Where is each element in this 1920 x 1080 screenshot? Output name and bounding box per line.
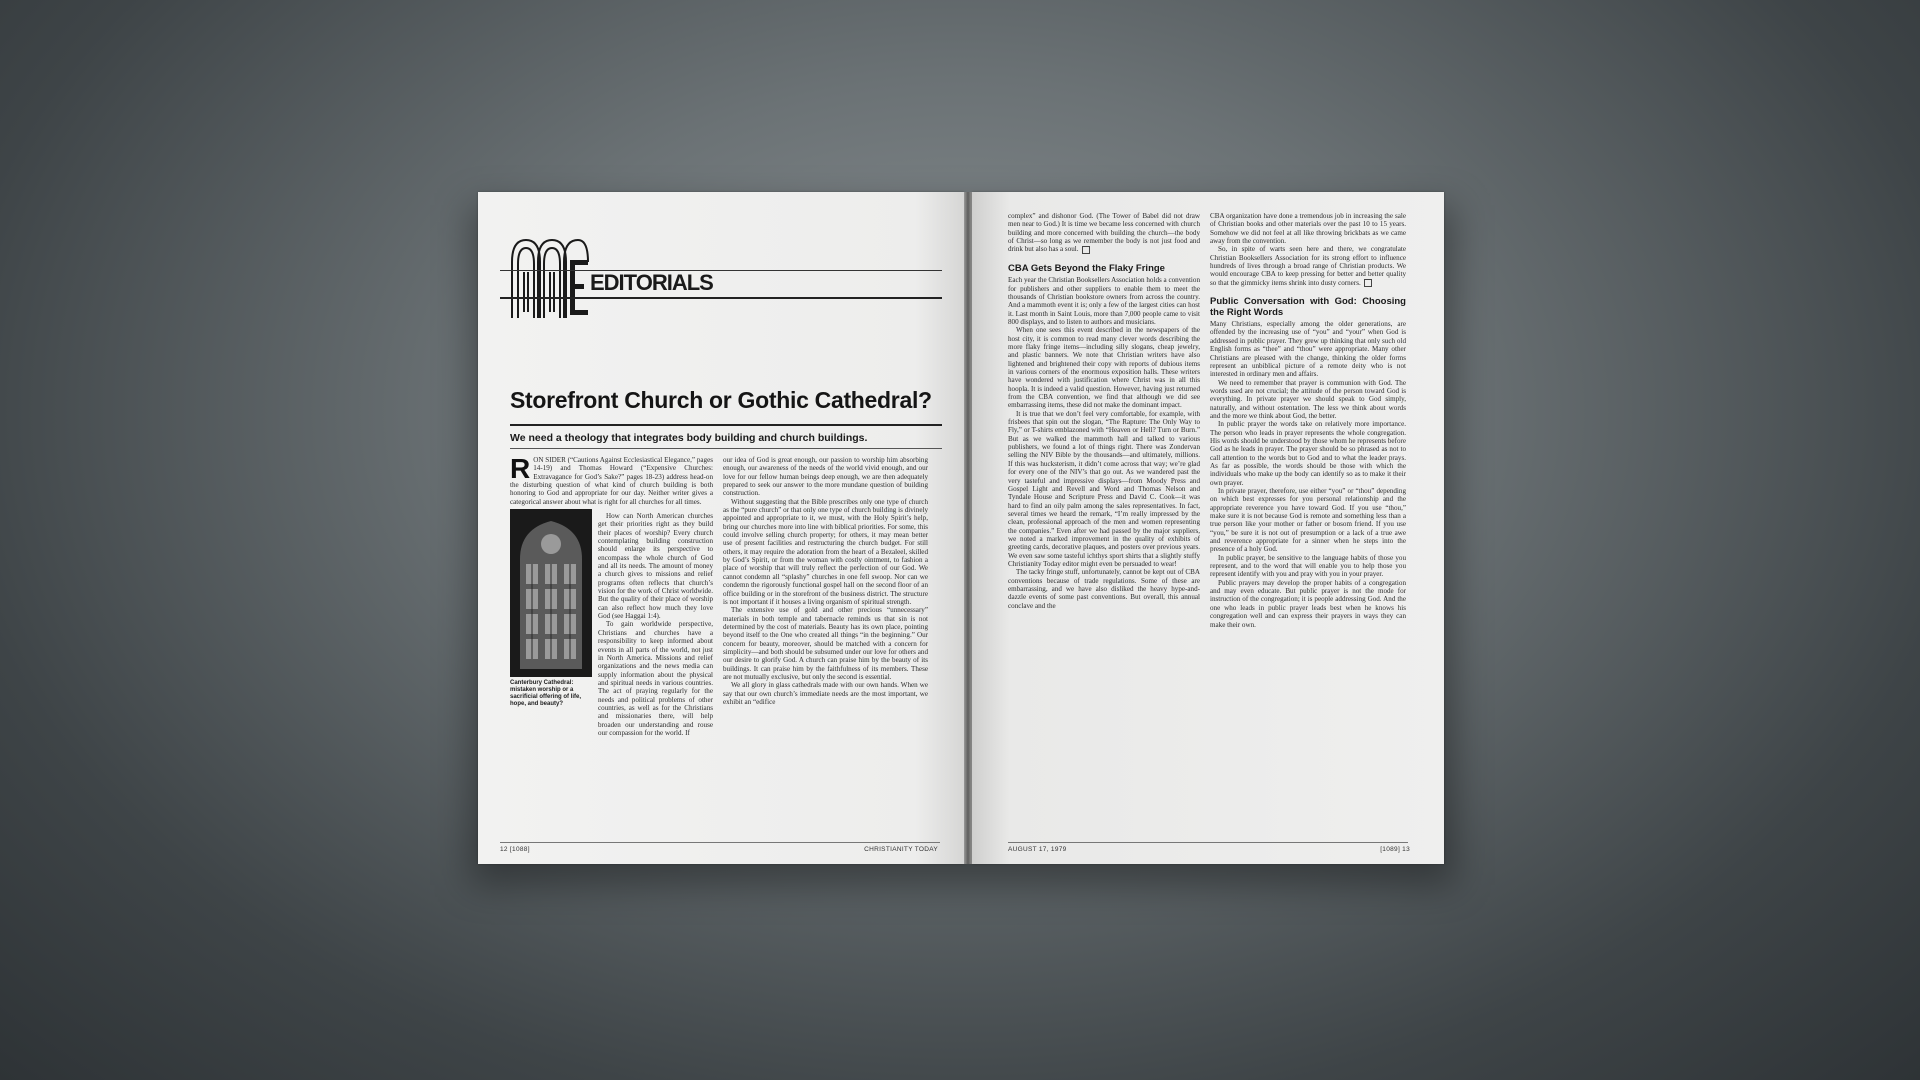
heading-cba: CBA Gets Beyond the Flaky Fringe xyxy=(1008,262,1165,274)
paragraph: We all glory in glass cathedrals made with our own hands. When we say that our own church’s immediate needs are the most important, we exhibit an “edifice xyxy=(723,681,928,706)
paragraph: Without suggesting that the Bible prescribes only one type of church as the “pure church” or that only one type of church building is divinely appointed and appropriate to it, we must, with the Holy Spirit’s help, bring our churches more into line with biblical priorities. For some, this could involve selling church property; for others, it may mean better use of present facilities and restructuring the church budget. For still others, it may require the adoration from the heart of a Bezaleel, skilled by God’s Spirit, or from the woman with costly ointment, to fashion a place of worship that will truly reflect the perfection of our God. We cannot condemn all “splashy” churches in one fell swoop. Nor can we condemn the rigorously functional gospel hall on the second floor of an office building or in the storefront of the business district. The structure is not important if it houses a living organism of spiritual strength. xyxy=(723,497,928,606)
paragraph: How can North American churches get their priorities right as they build their places of worship? Every church contemplating building construction should enlarge its perspective to encompass the whole church of God and all its needs. The amount of money a church gives to missions and relief programs often reflects that church’s vision for the work of Christ worldwide. But the quality of their place of worship can also reflect how much they love God (see Haggai 1:4). xyxy=(598,512,713,621)
page-folio: 12 [1088] xyxy=(500,846,530,853)
paragraph: The extensive use of gold and other precious “unnecessary” materials in both temple and tabernacle reminds us that sin is not determined by the cost of materials. Beauty has its own place, pointing beyond itself to the One who created all things “in the beginning.” Our concern for beauty, moreover, should be matched with a concern for simplicity—and both should be subsumed under our love for others and our desire to glorify God. A church can praise him by the beauty of its buildings. It can praise him by the faithfulness of its members. These are not mutually exclusive, but only the second is essential. xyxy=(723,606,928,681)
left-col1-top xyxy=(510,453,713,506)
paragraph: The tacky fringe stuff, unfortunately, cannot be kept out of CBA conventions because of trade regulations. Some of these are embarrassing, and we have also disliked the heavy hype-and-dazzle events of some past conventions. But overall, this annual conclave and the xyxy=(1008,568,1200,610)
heading-prayer: Public Conversation with God: Choosing the Right Words xyxy=(1210,296,1406,318)
article-subtitle: We need a theology that integrates body building and church buildings. xyxy=(510,432,868,444)
editorials-logo-icon xyxy=(508,232,590,320)
footer-rule xyxy=(1008,842,1408,843)
section-label: EDITORIALS xyxy=(590,270,713,295)
title-rule xyxy=(510,424,942,426)
magazine-name: CHRISTIANITY TODAY xyxy=(864,846,938,853)
end-mark-icon xyxy=(1082,246,1090,254)
paragraph: So, in spite of warts seen here and there, we congratulate Christian Booksellers Association for its strong effort to influence hundreds of lives through a broad range of Christian products. We would encourage CBA to keep pressing for better and better quality so that the gimmicky items shrink into dusty corners. xyxy=(1210,245,1406,287)
photo-caption: Canterbury Cathedral: mistaken worship or a sacrificial offering of life, hope, and beauty? xyxy=(510,680,582,707)
end-mark-icon xyxy=(1364,279,1372,287)
paragraph: complex” and dishonor God. (The Tower of Babel did not draw men near to God.) It is time we became less concerned with church building and more concerned with building the church—the body of Christ—so long as we remember the body is not just food and drink but also has a soul. xyxy=(1008,212,1200,254)
paragraph: We need to remember that prayer is communion with God. The words used are not crucial; the attitude of the person toward God is everything. In private prayer we should speak to God simply, naturally, and without ostentation. The less we think about words and the more we think about God, the better. xyxy=(1210,378,1406,420)
paragraph: In public prayer, be sensitive to the language habits of those you represent, and to the word that will enable you to help those you represent identify with you and pray with you in your prayer. xyxy=(1210,553,1406,579)
subtitle-rule xyxy=(510,448,942,449)
paragraph: Many Christians, especially among the older generations, are offended by the increasing use of “you” and “your” when God is addressed in public prayer. They grew up thinking that only such old English forms as “thee” and “thou” were appropriate. Many other Christians are pleased with the change, thinking the older forms represent an unbiblical picture of a remote deity who is not interested in ordinary men and affairs. xyxy=(1210,320,1406,379)
paragraph: Each year the Christian Booksellers Association holds a convention for publishers and other suppliers to enable them to meet the thousands of Christian bookstore owners from across the country. And a mammoth event it is; only a few of the largest cities can host it. Last month in Saint Louis, more than 7,000 people came to visit 800 displays, and to listen to authors and musicians. xyxy=(1008,276,1200,326)
paragraph: It is true that we don’t feel very comfortable, for example, with frisbees that spin out the slogan, “The Rapture: The Only Way to Fly,” or T-shirts emblazoned with “Heaven or Hell? Turn or Burn.” But as we walked the mammoth hall and talked to various publishers, we found a lot of things right. There was Zondervan selling the NIV Bible by the thousands—and ultimately, millions. If this was hucksterism, it didn’t come across that way; we’re glad for every one of the NIV’s that go out. As we wandered past the very tasteful and impressive displays—from Moody Press and Gospel Light and Revell and Word and Thomas Nelson and Tyndale House and Scripture Press and David C. Cook—it was hard to find an oily palm among the sales representatives. In fact, several times we heard the remark, “I’m really impressed by the clean, professional approach of the men and women representing the companies.” Even after we had passed by the major suppliers, we noted a marked improvement in the quality of exhibits of greeting cards, decorative plaques, and posters over previous years. We even saw some tasteful ichthys sport shirts that a slightly stuffy Christianity Today editor might even be persuaded to wear! xyxy=(1008,409,1200,568)
paragraph: CBA organization have done a tremendous job in increasing the sale of Christian books and other materials over the past 10 to 15 years. Somehow we did not feel at all like throwing brickbats as we came away from the convention. xyxy=(1210,212,1406,246)
drop-cap: R xyxy=(510,453,531,484)
header-rule xyxy=(500,270,942,271)
header-rule xyxy=(500,297,942,299)
right-col2 xyxy=(1210,212,1406,840)
paragraph: In public prayer the words take on relatively more importance. The person who leads in prayer represents the whole congregation. His words should be understood by those whom he represents before God as he leads in prayer. The prayer should be so phrased as not to call attention to the words but to God and to what the leader prays. As far as possible, the words should be those with which the individuals who make up the body can identify so as to make it their own prayer. xyxy=(1210,420,1406,487)
article-title: Storefront Church or Gothic Cathedral? xyxy=(510,387,932,413)
right-col1 xyxy=(1008,212,1200,840)
stained-glass-icon xyxy=(510,509,592,677)
page-folio: [1089] 13 xyxy=(1380,846,1410,853)
magazine-spread xyxy=(478,192,1444,864)
cathedral-window-photo xyxy=(510,509,592,677)
spine-gutter xyxy=(964,192,972,864)
issue-date: AUGUST 17, 1979 xyxy=(1008,846,1067,853)
left-page xyxy=(478,192,964,864)
left-col1-wrap xyxy=(598,512,713,748)
paragraph: Public prayers may develop the proper habits of a congregation and may even educate. But public prayer is not the mode for instruction of the congregation; it is people addressing God. And the one who leads in public prayer leads best when he knows his congregation well and can express their prayers in ways they can make their own. xyxy=(1210,578,1406,629)
paragraph: our idea of God is great enough, our passion to worship him absorbing enough, our awareness of the needs of the world vivid enough, and our love for our fellow human beings deep enough, we are then adequately prepared to seek our answer to the more mundane question of building construction. xyxy=(723,456,928,498)
paragraph: In private prayer, therefore, use either “you” or “thou” depending on which best expresses for you personal relationship and the appropriate reverence you have toward God. If you use “thou,” make sure it is not because God is remote and something less than a true person like your mother or father or bosom friend. If you use “you,” be sure it is not out of presumption or a lack of a true awe and reverence appropriate for a sinner when he steps into the presence of a holy God. xyxy=(1210,487,1406,554)
left-col2 xyxy=(723,456,928,841)
paragraph: When one sees this event described in the newspapers of the host city, it is common to read many clever words describing the more flaky fringe items—including silly slogans, cheap jewelry, and plastic banners. We note that Christian writers have also lightened and brightened their copy with reports of dubious items in various corners of the enormous exposition halls. These writers have wondered with justification where Christ was in all this hoopla. It is indeed a valid question. However, having just returned from the CBA convention, we find that although we did see embarrassing items, these did not make the dominant impact. xyxy=(1008,326,1200,410)
paragraph: To gain worldwide perspective, Christians and churches have a responsibility to keep informed about events in all parts of the world, not just in North America. Missions and relief organizations and the news media can supply information about the physical and spiritual needs in various countries. The act of praying regularly for the needs and political problems of other countries, as well as for the Christians and missionaries there, will help broaden our understanding and rouse our compassion for the world. If xyxy=(598,620,713,737)
footer-rule xyxy=(500,842,940,843)
right-page xyxy=(972,192,1444,864)
paragraph: ON SIDER (“Cautions Against Ecclesiastical Elegance,” pages 14-19) and Thomas Howard (“Expensive Churches: Extravagance for God’s Sake?” pages 18-23) address head-on the disturbing question of what kind of church building is both honoring to God and appropriate for our day. Neither writer gives a categorical answer about what is right for all churches for all times. xyxy=(510,456,713,506)
